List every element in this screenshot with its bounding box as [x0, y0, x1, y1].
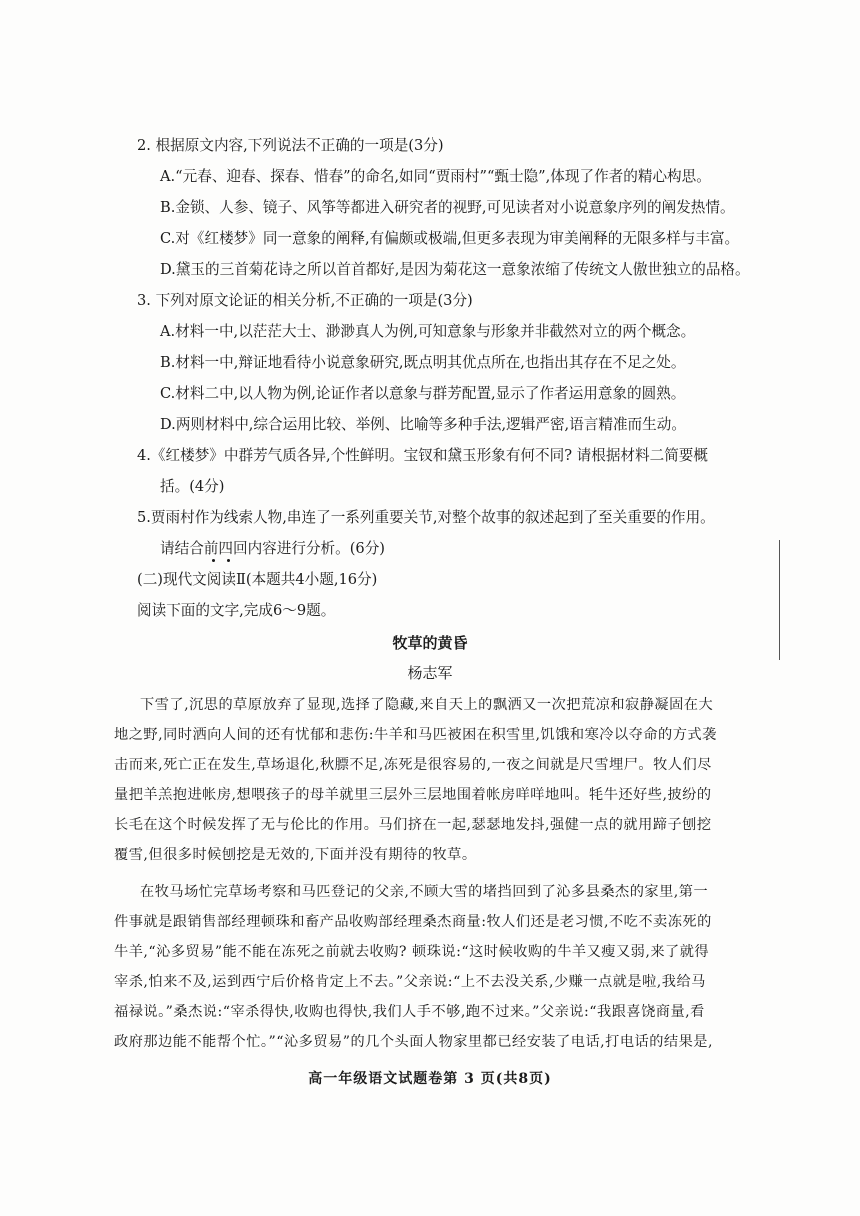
emphasis-dot — [212, 559, 215, 562]
page-footer: 高一年级语文试题卷第 3 页(共8页) — [308, 1071, 552, 1087]
article-author: 杨志军 — [407, 664, 453, 682]
question-2-stem: 2. 根据原文内容,下列说法不正确的一项是(3分) — [137, 137, 444, 154]
article-line: 政府那边能不能帮个忙。”“沁多贸易”的几个头面人物家里都已经安装了电话,打电话的结果是, — [114, 1034, 713, 1050]
question-5-line-1: 5.贾雨村作为线索人物,串连了一系列重要关节,对整个故事的叙述起到了至关重要的作用。 — [137, 509, 715, 526]
section-instruction: 阅读下面的文字,完成6～9题。 — [137, 602, 336, 619]
article-line: 下雪了,沉思的草原放弃了显现,选择了隐藏,来自天上的飘洒又一次把荒凉和寂静凝固在大 — [140, 697, 714, 713]
article-line: 覆雪,但很多时候刨挖是无效的,下面并没有期待的牧草。 — [114, 847, 477, 863]
scan-edge-line — [779, 540, 780, 660]
question-3-option-b: B.材料一中,辩证地看待小说意象研究,既点明其优点所在,也指出其存在不足之处。 — [160, 354, 686, 371]
article-line: 量把羊羔抱进帐房,想喂孩子的母羊就里三层外三层地围着帐房咩咩地叫。牦牛还好些,披纷的 — [114, 787, 712, 803]
article-line: 地之野,同时洒向人间的还有忧郁和悲伤:牛羊和马匹被困在积雪里,饥饿和寒冷以夺命的方式袭 — [114, 727, 717, 743]
article-line: 福禄说。”桑杰说:“宰杀得快,收购也得快,我们人手不够,跑不过来。”父亲说:“我跟喜饶商量,看 — [114, 1004, 705, 1020]
question-3-stem: 3. 下列对原文论证的相关分析,不正确的一项是(3分) — [137, 292, 473, 309]
question-5-line-2: 请结合前四回内容进行分析。(6分) — [160, 540, 385, 557]
article-title: 牧草的黄昏 — [392, 634, 468, 652]
question-3-option-d: D.两则材料中,综合运用比较、举例、比喻等多种手法,逻辑严密,语言精准而生动。 — [160, 416, 686, 433]
article-line: 宰杀,怕来不及,运到西宁后价格肯定上不去。”父亲说:“上不去没关系,少赚一点就是啦,我给马 — [114, 974, 706, 990]
article-line: 在牧马场忙完草场考察和马匹登记的父亲,不顾大雪的堵挡回到了沁多县桑杰的家里,第一 — [140, 884, 709, 900]
section-heading: (二)现代文阅读Ⅱ(本题共4小题,16分) — [137, 571, 378, 588]
question-4-line-1: 4.《红楼梦》中群芳气质各异,个性鲜明。宝钗和黛玉形象有何不同? 请根据材料二简要概 — [137, 447, 708, 464]
question-2-option-b: B.金锁、人参、镜子、风筝等都进入研究者的视野,可见读者对小说意象序列的阐发热情。 — [160, 199, 735, 216]
question-3-option-c: C.材料二中,以人物为例,论证作者以意象与群芳配置,显示了作者运用意象的圆熟。 — [160, 385, 686, 402]
question-4-line-2: 括。(4分) — [160, 478, 225, 495]
question-3-option-a: A.材料一中,以茫茫大士、渺渺真人为例,可知意象与形象并非截然对立的两个概念。 — [160, 323, 696, 340]
emphasis-dot — [227, 559, 230, 562]
question-2-option-a: A.“元春、迎春、探春、惜春”的命名,如同“贾雨村”“甄士隐”,体现了作者的精心构思。 — [160, 168, 711, 185]
article-line: 件事就是跟销售部经理顿珠和畜产品收购部经理桑杰商量:牧人们还是老习惯,不吃不卖冻死的 — [114, 914, 712, 930]
article-line: 长毛在这个时候发挥了无与伦比的作用。马们挤在一起,瑟瑟地发抖,强健一点的就用蹄子刨挖 — [114, 817, 712, 833]
question-2-option-c: C.对《红楼梦》同一意象的阐释,有偏颇或极端,但更多表现为审美阐释的无限多样与丰富。 — [160, 230, 740, 247]
article-line: 击而来,死亡正在发生,草场退化,秋膘不足,冻死是很容易的,一夜之间就是尺雪埋尸。牧人们尽 — [114, 757, 712, 773]
article-line: 牛羊,“沁多贸易”能不能在冻死之前就去收购? 顿珠说:“这时候收购的牛羊又瘦又弱,来了就得 — [114, 944, 710, 960]
question-2-option-d: D.黛玉的三首菊花诗之所以首首都好,是因为菊花这一意象浓缩了传统文人傲世独立的品格。 — [160, 261, 750, 278]
